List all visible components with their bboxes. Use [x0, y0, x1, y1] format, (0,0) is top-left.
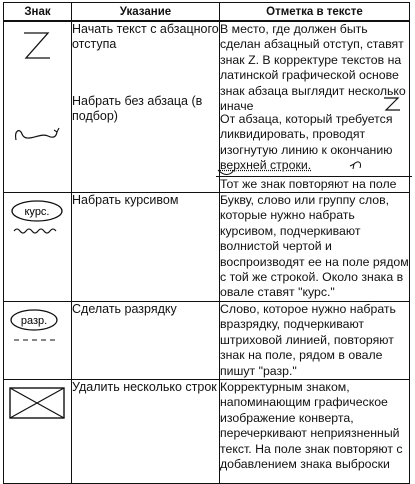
- note-text: От абзаца, который требуется ликвидировать, проводят изогнутую линию к окончанию верхней строки.: [220, 112, 393, 173]
- note-cell: [220, 21, 410, 193]
- sign-cell: [4, 193, 72, 302]
- sign-label: курс.: [24, 206, 50, 219]
- sign-cell: [4, 301, 72, 379]
- header-note: Отметка в тексте: [220, 3, 410, 22]
- sign-cell: [4, 21, 72, 193]
- header-instruction: Указание: [72, 3, 220, 22]
- table-row: [4, 193, 410, 302]
- underlined-fragment: верхней строки.: [220, 158, 312, 173]
- wavy-underline-icon: [4, 193, 72, 289]
- table-row: [4, 21, 410, 193]
- run-on-curve-icon: [4, 22, 72, 188]
- note-cell: Корректурным знаком, напоминающим графическое изображение конверта, перечеркивают неприязненный текст. На поле знак повторяют с добавлением знака выброски: [220, 379, 410, 483]
- instruction-text: Набрать без абзаца (в подбор): [72, 94, 203, 123]
- note-cell: Слово, которое нужно набрать вразрядку, подчеркивают штриховой линией, повторяют знак на поле, рядом в овале пишут "разр.": [220, 301, 410, 379]
- table-header-row: [4, 3, 410, 22]
- instruction-cell: Набрать курсивом: [72, 193, 220, 302]
- header-sign: Знак: [4, 3, 72, 22]
- envelope-delete-icon: [4, 380, 72, 484]
- table-row: [4, 301, 410, 379]
- table-row: [4, 379, 410, 483]
- instruction-text: Начать текст с абзацного отступа: [72, 22, 219, 51]
- note-text: В место, где должен быть сделан абзацный отступ, ставят знак Z. В корректуре текстов на латинской графической основе знак абзаца выглядит несколько иначе: [220, 22, 406, 114]
- instruction-cell: Сделать разрядку: [72, 301, 220, 379]
- note-text: Тот же знак повторяют на поле: [216, 176, 412, 192]
- dashed-underline-icon: [4, 302, 72, 378]
- proofreading-marks-table: [3, 2, 410, 484]
- run-on-link-icon: [220, 162, 410, 182]
- sign-cell: [4, 379, 72, 483]
- latin-paragraph-mark-icon: [380, 94, 410, 114]
- sign-label: разр.: [20, 314, 48, 327]
- instruction-cell: Удалить несколько строк: [72, 379, 220, 483]
- instruction-cell: [72, 21, 220, 193]
- note-cell: Букву, слово или группу слов, которые нужно набрать курсивом, подчеркивают волнистой чертой и воспроизводят ее на поле рядом с той же строкой. Около знака в овале ставят "курс.": [220, 193, 409, 300]
